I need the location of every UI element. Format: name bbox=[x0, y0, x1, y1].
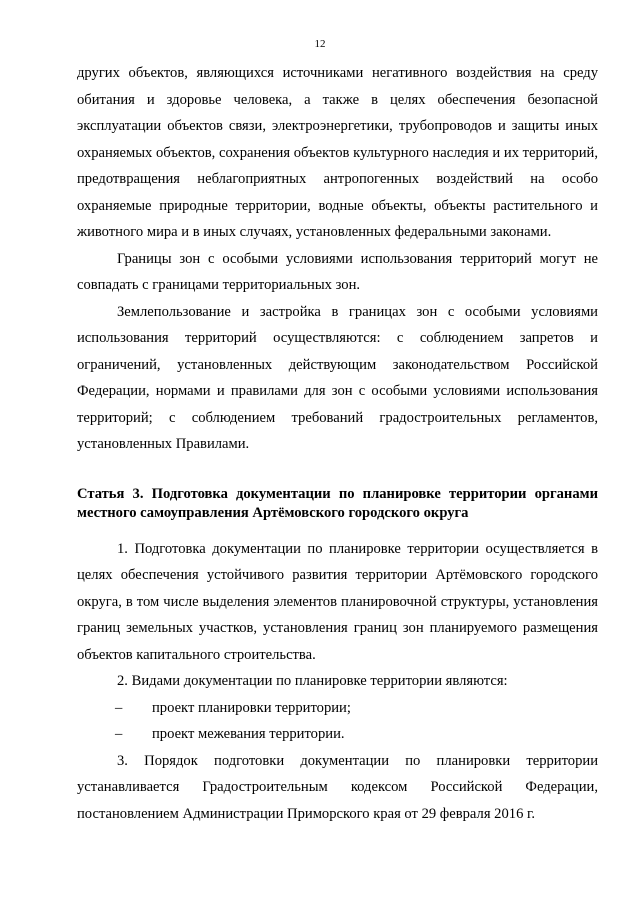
document-body bbox=[77, 60, 598, 827]
article-paragraph-1: 1. Подготовка документации по планировке территории осуществляется в целях обеспечения устойчивого развития территории Артёмовского городского округа, в том числе выделения элементов планировочной структуры, установления границ земельных участков, установления границ зон планируемого размещения объектов капитального строительства. bbox=[77, 540, 598, 663]
paragraph-land-use: Землепользование и застройка в границах зон с особыми условиями использования территорий осуществляются: с соблюдением запретов и ограничений, установленных действующим законодательством Российской Федерации, нормами и правилами для зон с особыми условиями использования территорий; с соблюдением требований градостроительных регламентов, установленных Правилами. bbox=[77, 303, 598, 452]
list-dash: – bbox=[115, 699, 123, 716]
spacer bbox=[77, 458, 598, 485]
page-number: 12 bbox=[314, 38, 326, 50]
list-item bbox=[77, 695, 598, 722]
paragraph-continuation: других объектов, являющихся источниками негативного воздействия на среду обитания и здоровье человека, а также в целях обеспечения безопасной эксплуатации объектов связи, электроэнергетики, трубопроводов и защиты иных охраняемых объектов, сохранения объектов культурного наследия и их территорий, предотвращения неблагоприятных антропогенных воздействий на особо охраняемые природные территории, водные объекты, объекты растительного и животного мира и в иных случаях, установленных федеральными законами. bbox=[77, 65, 598, 240]
article-heading: Статья 3. Подготовка документации по планировке территории органами местного самоуправления Артёмовского городского округа bbox=[77, 485, 598, 521]
paragraph-zone-boundaries: Границы зон с особыми условиями использования территорий могут не совпадать с границами территориальных зон. bbox=[77, 250, 598, 293]
article-paragraph-2: 2. Видами документации по планировке территории являются: bbox=[117, 673, 508, 689]
list-item-text: проект межевания территории. bbox=[152, 726, 345, 742]
article-paragraph-3: 3. Порядок подготовки документации по планировки территории устанавливается Градостроительным кодексом Российской Федерации, постановлением Администрации Приморского края от 29 февраля 2016 г. bbox=[77, 752, 598, 822]
list-item-text: проект планировки территории; bbox=[152, 699, 351, 716]
list-dash: – bbox=[115, 726, 123, 742]
list-item bbox=[77, 721, 598, 748]
